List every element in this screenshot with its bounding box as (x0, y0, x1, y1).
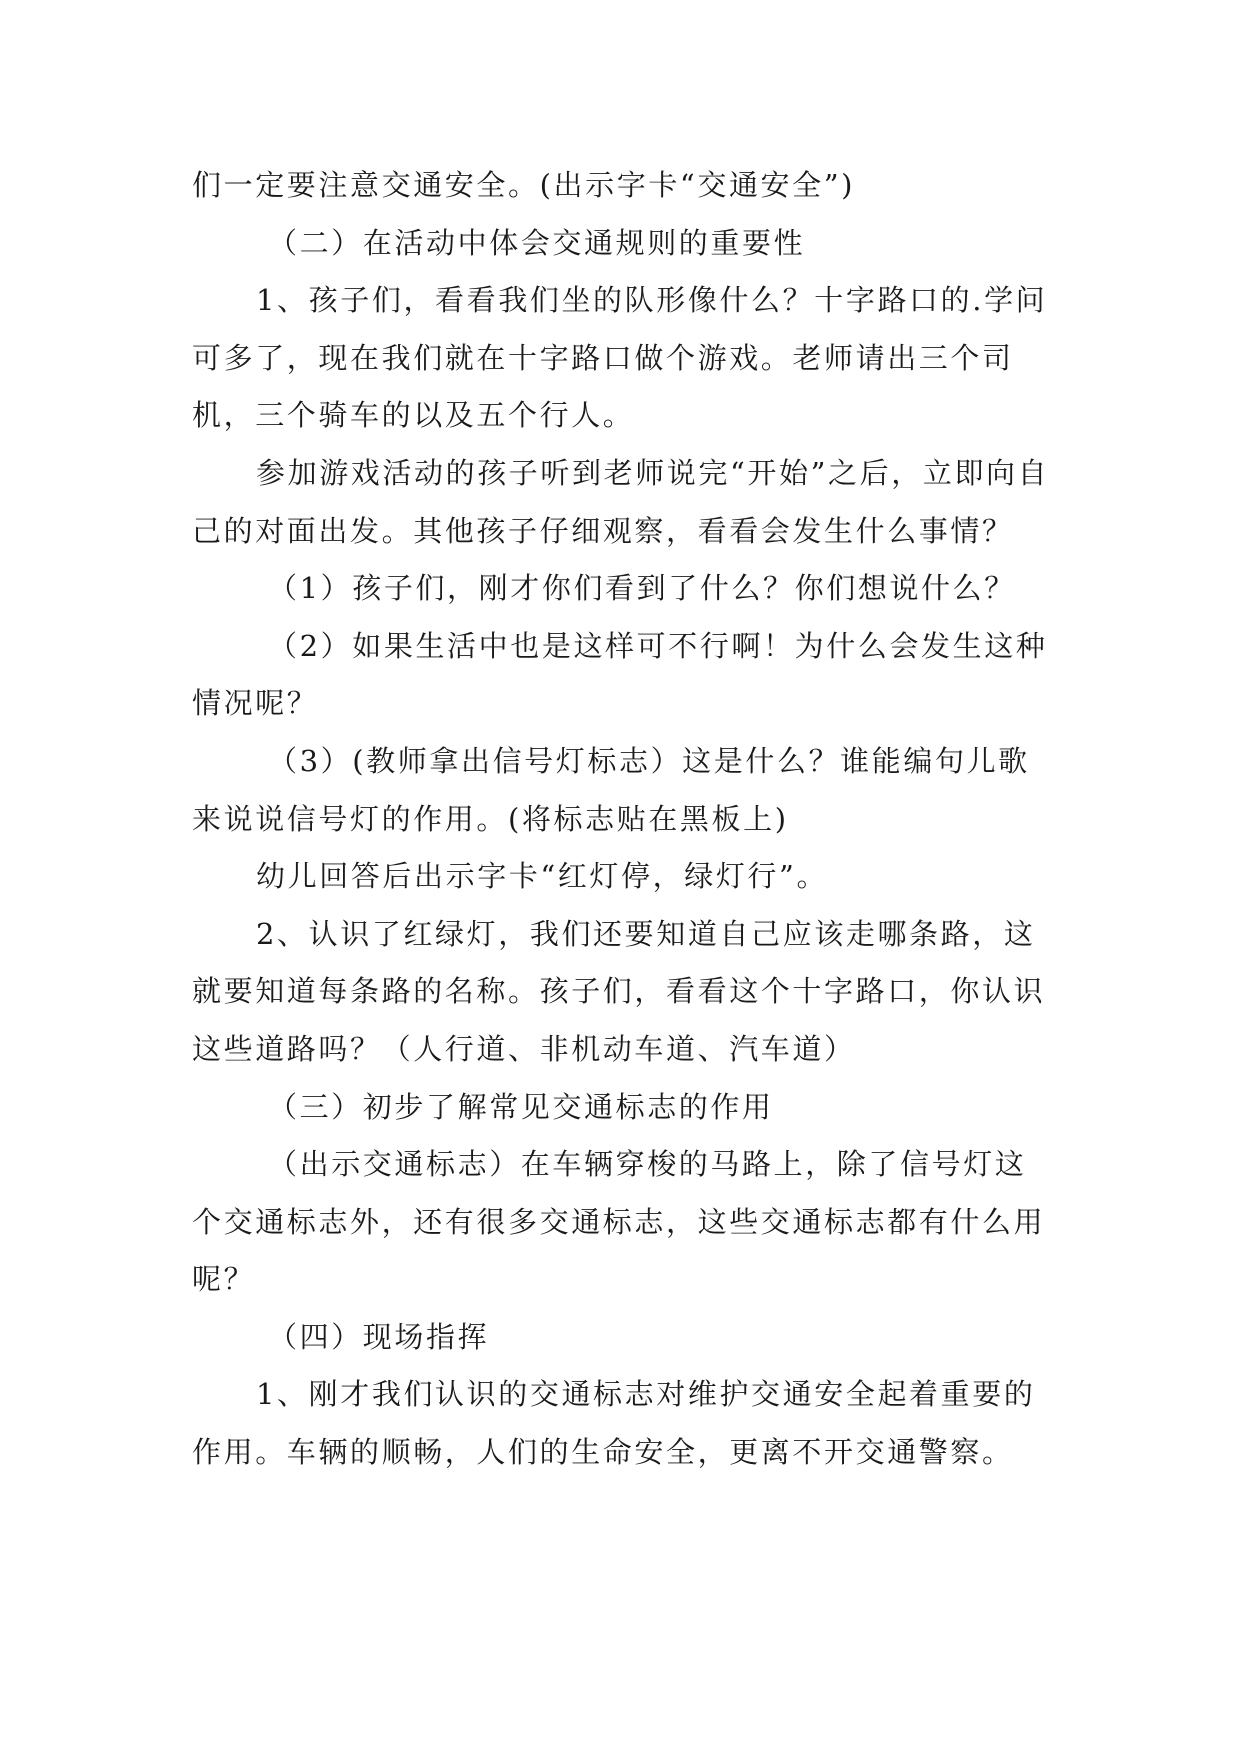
section-heading-2: （二）在活动中体会交通规则的重要性 (268, 225, 806, 260)
section-heading-3: （三）初步了解常见交通标志的作用 (268, 1089, 774, 1124)
paragraph-game-rules: 参加游戏活动的孩子听到老师说完“开始”之后，立即向自己的对面出发。其他孩子仔细观察，看看会发生什么事情？ (192, 455, 1050, 548)
document-body (192, 157, 1052, 1482)
paragraph-roads: 2、认识了红绿灯，我们还要知道自己应该走哪条路，这就要知道每条路的名称。孩子们，看看这个十字路口，你认识这些道路吗？（人行道、非机动车道、汽车道） (192, 916, 1046, 1066)
question-2: （2）如果生活中也是这样可不行啊！为什么会发生这种情况呢？ (192, 628, 1048, 721)
question-3: （3）(教师拿出信号灯标志）这是什么？谁能编句儿歌来说说信号灯的作用。(将标志贴在黑板上) (192, 743, 1030, 836)
question-1: （1）孩子们，刚才你们看到了什么？你们想说什么？ (268, 571, 1016, 606)
paragraph-continuation: 们一定要注意交通安全。(出示字卡“交通安全”) (192, 168, 856, 202)
paragraph-traffic-signs: （出示交通标志）在车辆穿梭的马路上，除了信号灯这个交通标志外，还有很多交通标志，这些交通标志都有什么用呢？ (192, 1147, 1046, 1297)
paragraph-word-card: 幼儿回答后出示字卡“红灯停，绿灯行”。 (256, 859, 829, 894)
paragraph-game-intro: 1、孩子们，看看我们坐的队形像什么？十字路口的.学问可多了，现在我们就在十字路口做个游戏。老师请出三个司机，三个骑车的以及五个行人。 (192, 283, 1048, 433)
section-heading-4: （四）现场指挥 (268, 1319, 490, 1354)
paragraph-traffic-police: 1、刚才我们认识的交通标志对维护交通安全起着重要的作用。车辆的顺畅，人们的生命安全，更离不开交通警察。 (192, 1377, 1036, 1470)
